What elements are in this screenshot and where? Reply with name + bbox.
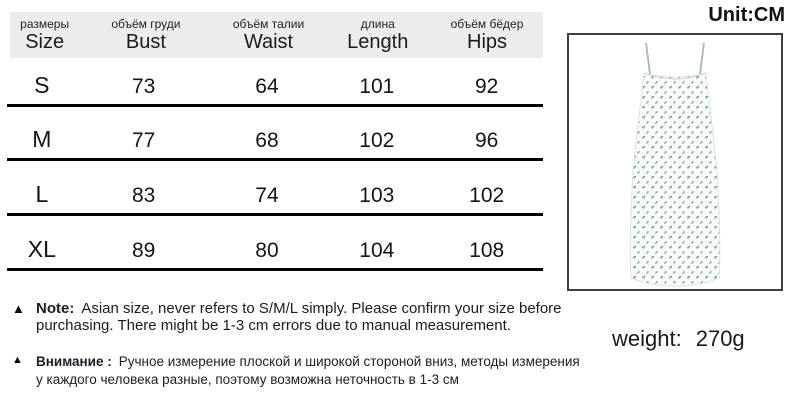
column-header-waist-en: Waist <box>243 30 294 53</box>
column-header-waist <box>213 12 325 58</box>
hips-value: 92 <box>475 75 499 98</box>
length-value: 104 <box>359 239 395 262</box>
column-header-size-en: Size <box>25 30 65 53</box>
weight-label: weight: <box>612 326 682 351</box>
bust-value: 83 <box>131 184 156 207</box>
column-header-hips-ru: объём бёдер <box>450 16 524 31</box>
note-label: Note: <box>36 300 75 317</box>
note-russian-line2: у каждого человека разные, поэтому возможна неточность в 1-3 см <box>36 372 459 387</box>
column-header-length <box>324 12 431 58</box>
bust-value: 77 <box>131 129 156 152</box>
bust-value: 89 <box>131 239 156 262</box>
length-value: 101 <box>359 75 395 98</box>
column-header-hips <box>431 12 543 58</box>
triangle-bullet-icon: ▲ <box>12 301 25 316</box>
attention-label: Внимание : <box>36 354 112 369</box>
hips-value: 102 <box>469 184 505 207</box>
note-english-text <box>36 301 562 334</box>
weight-info <box>612 326 745 352</box>
column-header-length-en: Length <box>347 30 409 53</box>
column-header-bust-en: Bust <box>125 30 166 53</box>
note-line1-text: Asian size, never refers to S/M/L simply. Please confirm your size before <box>81 300 562 317</box>
column-header-waist-ru: объём талии <box>232 16 305 31</box>
unit-label: Unit:CM <box>708 4 785 26</box>
size-value: XL <box>27 236 56 262</box>
table-row-m <box>7 107 543 161</box>
weight-value: 270g <box>695 326 745 351</box>
column-header-length-ru: длина <box>360 16 395 31</box>
size-value: S <box>34 72 50 98</box>
bust-value: 73 <box>131 75 156 98</box>
note-english-line2: purchasing. There might be 1-3 cm errors due to manual measurement. <box>36 316 511 334</box>
table-row-xl <box>7 216 543 271</box>
length-value: 103 <box>359 184 395 207</box>
waist-value: 74 <box>255 184 279 207</box>
note-russian <box>12 353 580 389</box>
note-russian-text <box>36 353 580 389</box>
waist-value: 68 <box>255 129 279 152</box>
triangle-bullet-icon: ▲ <box>12 354 23 366</box>
size-value: L <box>35 181 49 207</box>
waist-value: 80 <box>255 239 279 262</box>
dress-image <box>569 35 781 289</box>
table-row-s <box>7 58 543 107</box>
note-english <box>12 301 562 334</box>
waist-value: 64 <box>255 75 279 98</box>
hips-value: 108 <box>469 239 505 262</box>
column-header-hips-en: Hips <box>467 30 508 53</box>
attention-line1-text: Ручное измерение плоской и широкой стороной вниз, методы измерения <box>118 354 580 369</box>
column-header-size <box>10 12 79 58</box>
hips-value: 96 <box>475 129 499 152</box>
length-value: 102 <box>359 129 395 152</box>
size-value: M <box>32 126 52 152</box>
column-header-bust <box>79 12 212 58</box>
product-image-frame <box>567 33 783 291</box>
table-row-l <box>7 161 543 216</box>
note-russian-line1 <box>36 353 580 371</box>
note-english-line1 <box>36 301 562 318</box>
column-header-bust-ru: объём груди <box>111 16 181 31</box>
size-chart-header <box>10 12 543 58</box>
column-header-size-ru: размеры <box>20 16 70 31</box>
